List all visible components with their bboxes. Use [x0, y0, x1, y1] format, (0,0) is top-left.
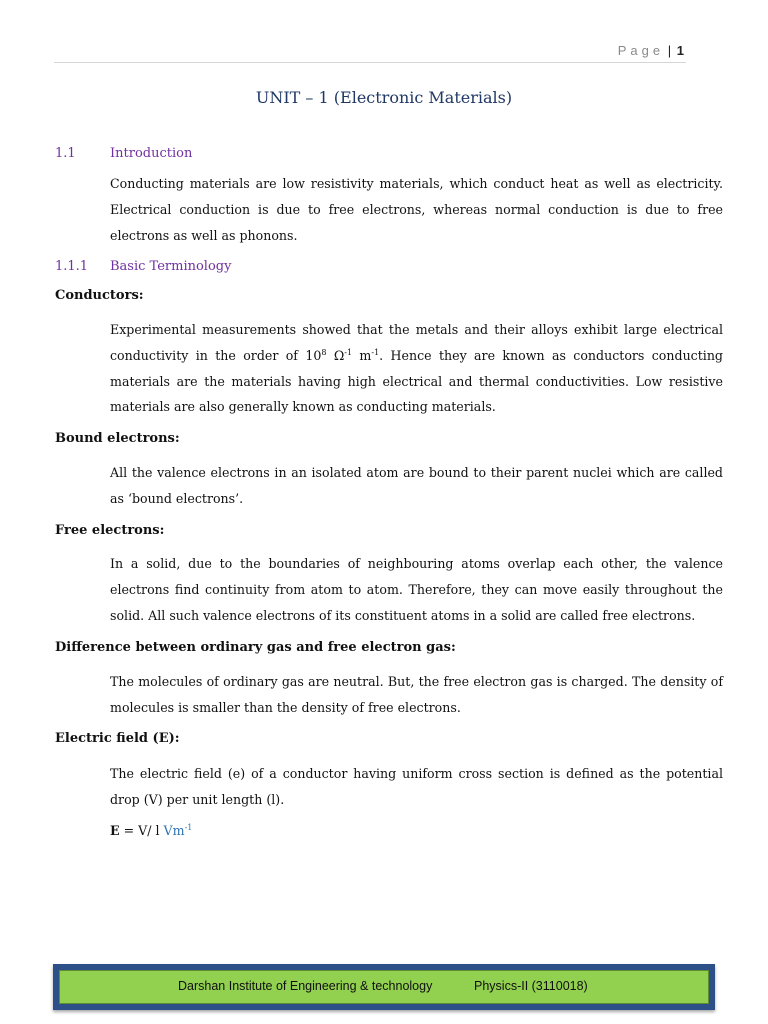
page-number: 1: [676, 43, 684, 58]
formula-unit: [164, 823, 193, 838]
heading-difference: Difference between ordinary gas and free electron gas:: [55, 640, 456, 655]
footer-course: Physics-II (3110018): [474, 979, 588, 993]
heading-electric-field: Electric field (E):: [55, 731, 180, 746]
bound-paragraph: All the valence electrons in an isolated atom are bound to their parent nuclei which are called as ‘bound electrons’.: [110, 465, 723, 506]
footer-inner: [59, 970, 709, 1004]
formula-unit-base: Vm: [163, 823, 185, 838]
section-number: 1.1: [55, 146, 76, 161]
field-paragraph: The electric field (e) of a conductor having uniform cross section is defined as the potential drop (V) per unit length (l).: [110, 766, 723, 807]
conductors-text-2: Ω: [326, 347, 345, 363]
formula: [110, 818, 723, 844]
heading-conductors: Conductors:: [55, 288, 144, 303]
section-number: 1.1.1: [55, 259, 89, 274]
section-label: Basic Terminology: [110, 259, 232, 274]
intro-paragraph: Conducting materials are low resistivity materials, which conduct heat as well as electricity. Electrical conduction is due to free electrons, whereas normal conduction is due to free electrons as well as phonons.: [110, 176, 723, 243]
page-separator: |: [667, 43, 672, 58]
conductors-sup-1: 8: [321, 347, 327, 357]
page-word: Page: [617, 43, 665, 58]
conductors-sup-3: -1: [371, 347, 380, 357]
free-paragraph: In a solid, due to the boundaries of neighbouring atoms overlap each other, the valence electrons find continuity from atom to atom. Therefore, they can move easily throughout the solid. All such valence electrons of its constituent atoms in a solid are called free electrons.: [110, 556, 723, 623]
heading-free-electrons: Free electrons:: [55, 523, 165, 538]
conductors-text-3: m: [352, 347, 372, 363]
section-basic-terminology: [55, 259, 231, 274]
difference-paragraph: The molecules of ordinary gas are neutral. But, the free electron gas is charged. The density of molecules is smaller than the density of free electrons.: [110, 674, 723, 715]
page-header: [54, 42, 686, 63]
formula-expression: = V/ l: [119, 823, 164, 838]
heading-bound-electrons: Bound electrons:: [55, 431, 180, 446]
conductors-text-1: Experimental measurements showed that the metals and their alloys exhibit large electrical conductivity in the order of 10: [110, 322, 723, 363]
section-introduction: [55, 146, 192, 161]
conductors-paragraph: [110, 317, 723, 420]
conductors-sup-2: -1: [344, 347, 353, 357]
page-number-label: [618, 43, 684, 58]
footer-banner: [53, 964, 715, 1010]
formula-unit-sup: -1: [184, 822, 193, 832]
unit-title: UNIT – 1 (Electronic Materials): [255, 88, 513, 107]
conductors-text-4: . Hence they are known as conductors conducting materials are the materials having high electrical and thermal conductivities. Low resistive materials are also generally known as conducting materials.: [110, 347, 723, 415]
formula-symbol: E: [110, 823, 120, 838]
section-label: Introduction: [110, 146, 193, 161]
footer-institute: Darshan Institute of Engineering & technology: [178, 979, 433, 993]
